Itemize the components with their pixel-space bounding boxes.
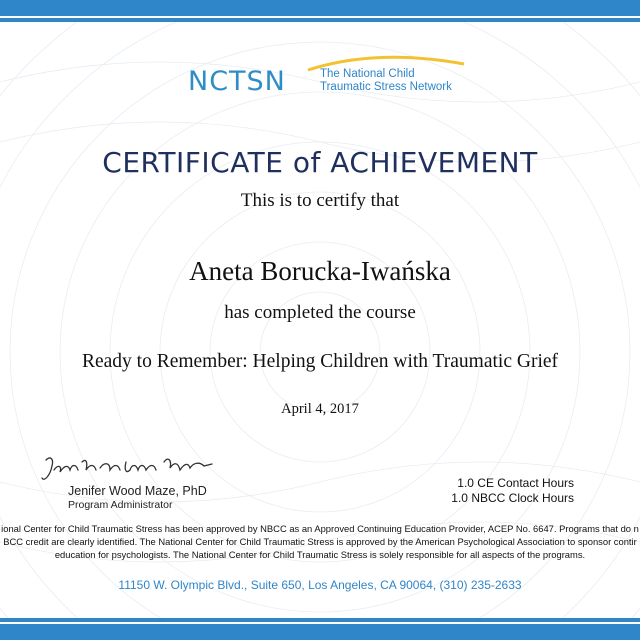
completed-line: has completed the course	[224, 302, 416, 323]
top-border	[0, 0, 640, 22]
ce-hours: 1.0 CE Contact Hours	[457, 476, 574, 490]
recipient-name: Aneta Borucka-Iwańska	[189, 256, 451, 286]
signatory-name: Jenifer Wood Maze, PhD	[68, 484, 207, 498]
signatory-title: Program Administrator	[68, 499, 173, 511]
certify-line: This is to certify that	[240, 190, 400, 211]
organization-address: 11150 W. Olympic Blvd., Suite 650, Los Angeles, CA 90064, (310) 235-2633	[118, 578, 522, 592]
logo-name-line1: The National Child	[320, 68, 415, 80]
certificate-title: CERTIFICATE of ACHIEVEMENT	[102, 146, 538, 179]
disclaimer-line2: BCC credit are clearly identified. The National Center for Child Traumatic Stress is approved by the American Psychological Association to sponsor contir	[3, 536, 637, 547]
disclaimer-line3: education for psychologists. The National Center for Child Traumatic Stress is solely responsible for all aspects of the programs.	[54, 549, 586, 560]
logo-acronym: NCTSN	[188, 66, 286, 97]
bottom-border	[0, 618, 640, 640]
signature-icon	[40, 452, 220, 488]
nbcc-hours: 1.0 NBCC Clock Hours	[451, 491, 574, 505]
logo-name-line2: Traumatic Stress Network	[320, 81, 452, 93]
course-title: Ready to Remember: Helping Children with Traumatic Grief	[81, 351, 559, 372]
accreditation-disclaimer	[0, 522, 640, 561]
credit-hours	[451, 476, 574, 506]
nctsn-logo	[186, 52, 466, 100]
disclaimer-line1: ional Center for Child Traumatic Stress has been approved by NBCC as an Approved Continuing Education Provider, ACEP No. 6647. Programs that do n	[1, 523, 639, 534]
completion-date: April 4, 2017	[281, 401, 359, 417]
logo-organization-name	[320, 68, 470, 94]
